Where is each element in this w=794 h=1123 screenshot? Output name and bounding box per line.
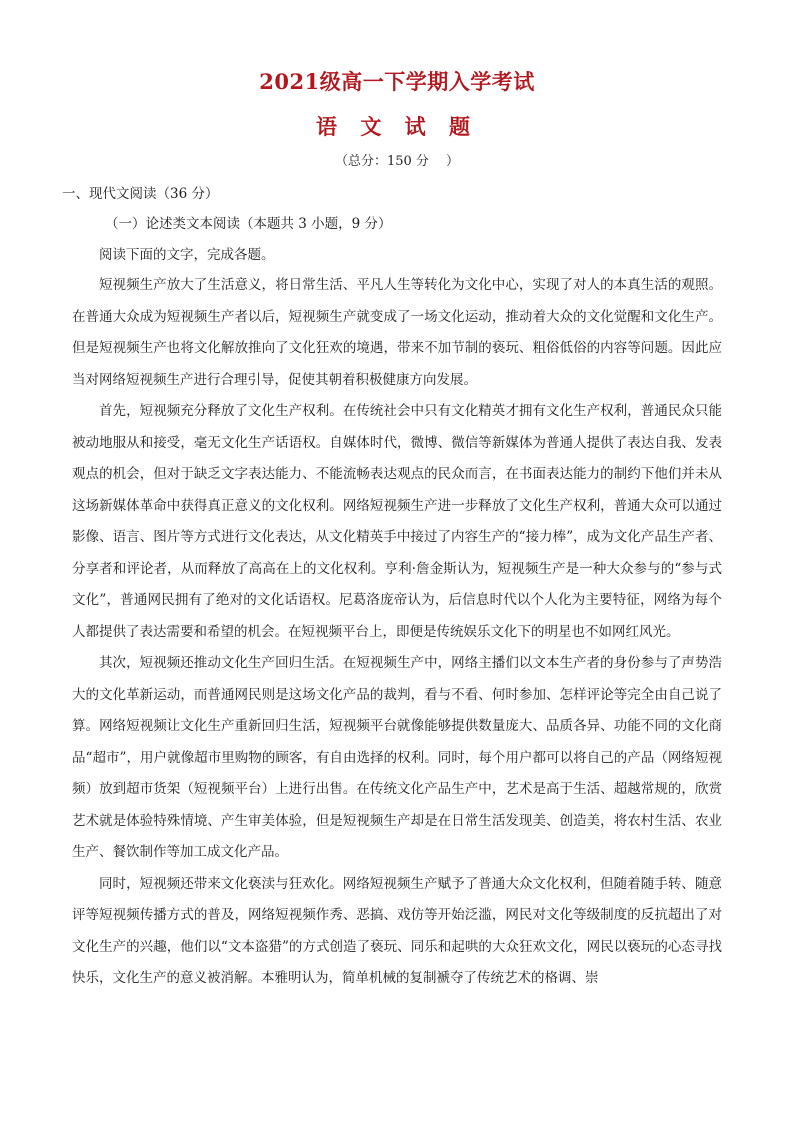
passage-paragraph-1: 短视频生产放大了生活意义，将日常生活、平凡人生等转化为文化中心，实现了对人的本真生活的观照。在普通大众成为短视频生产者以后，短视频生产就变成了一场文化运动，推动着大众的文化觉醒和文化生产。但是短视频生产也将文化解放推向了文化狂欢的境遇，带来不加节制的亵玩、粗俗低俗的内容等问题。因此应当对网络短视频生产进行合理引导，促使其朝着积极健康方向发展。 bbox=[72, 277, 722, 388]
passage-paragraph-4: 同时，短视频还带来文化亵渎与狂欢化。网络短视频生产赋予了普通大众文化权利，但随着随手转、随意评等短视频传播方式的普及，网络短视频作秀、恶搞、戏仿等开始泛滥，网民对文化等级制度的反抗超出了对文化生产的兴趣，他们以“文本盗猎”的方式创造了亵玩、同乐和起哄的大众狂欢文化，网民以亵玩的心态寻找快乐，文化生产的意义被消解。本雅明认为，简单机械的复制褫夺了传统艺术的格调、崇 bbox=[72, 875, 722, 986]
subsection-heading: （一）论述类文本阅读（本题共 3 小题，9 分） bbox=[105, 216, 392, 232]
section-heading: 一、现代文阅读（36 分） bbox=[62, 186, 219, 202]
passage-paragraph-2: 首先，短视频充分释放了文化生产权利。在传统社会中只有文化精英才拥有文化生产权利，普通民众只能被动地服从和接受，毫无文化生产话语权。自媒体时代，微博、微信等新媒体为普通人提供了表达自我、发表观点的机会，但对于缺乏文字表达能力、不能流畅表达观点的民众而言，在书面表达能力的制约下他们并未从这场新媒体革命中获得真正意义的文化权利。网络短视频生产进一步释放了文化生产权利，普通大众可以通过影像、语言、图片等方式进行文化表达，从文化精英手中接过了内容生产的“接力棒”，成为文化产品生产者、分享者和评论者，从而释放了高高在上的文化权利。亨利·詹金斯认为，短视频生产是一种大众参与的“参与式文化”，普通网民拥有了绝对的文化话语权。尼葛洛庞帝认为，后信息时代以个人化为主要特征，网络为每个人都提供了表达需要和希望的机会。在短视频平台上，即便是传统娱乐文化下的明星也不如网红风光。 bbox=[72, 403, 722, 640]
passage-paragraph-3: 其次，短视频还推动文化生产回归生活。在短视频生产中，网络主播们以文本生产者的身份参与了声势浩大的文化革新运动，而普通网民则是这场文化产品的裁判，看与不看、何时参加、怎样评论等完全由自己说了算。网络短视频让文化生产重新回归生活，短视频平台就像能够提供数量庞大、品质各异、功能不同的文化商品“超市”，用户就像超市里购物的顾客，有自由选择的权利。同时，每个用户都可以将自己的产品（网络短视频）放到超市货架（短视频平台）上进行出售。在传统文化产品生产中，艺术是高于生活、超越常规的，欣赏艺术就是体验特殊情境、产生审美体验，但是短视频生产却是在日常生活发现美、创造美，将农村生活、农业生产、餐饮制作等加工成文化产品。 bbox=[72, 655, 722, 860]
reading-passage bbox=[72, 270, 722, 995]
exam-title: 2021级高一下学期入学考试 bbox=[259, 69, 535, 94]
exam-subtitle: 语 文 试 题 bbox=[316, 114, 478, 139]
reading-instruction: 阅读下面的文字，完成各题。 bbox=[99, 247, 275, 263]
total-score: （总分：150 分 ） bbox=[334, 154, 460, 169]
